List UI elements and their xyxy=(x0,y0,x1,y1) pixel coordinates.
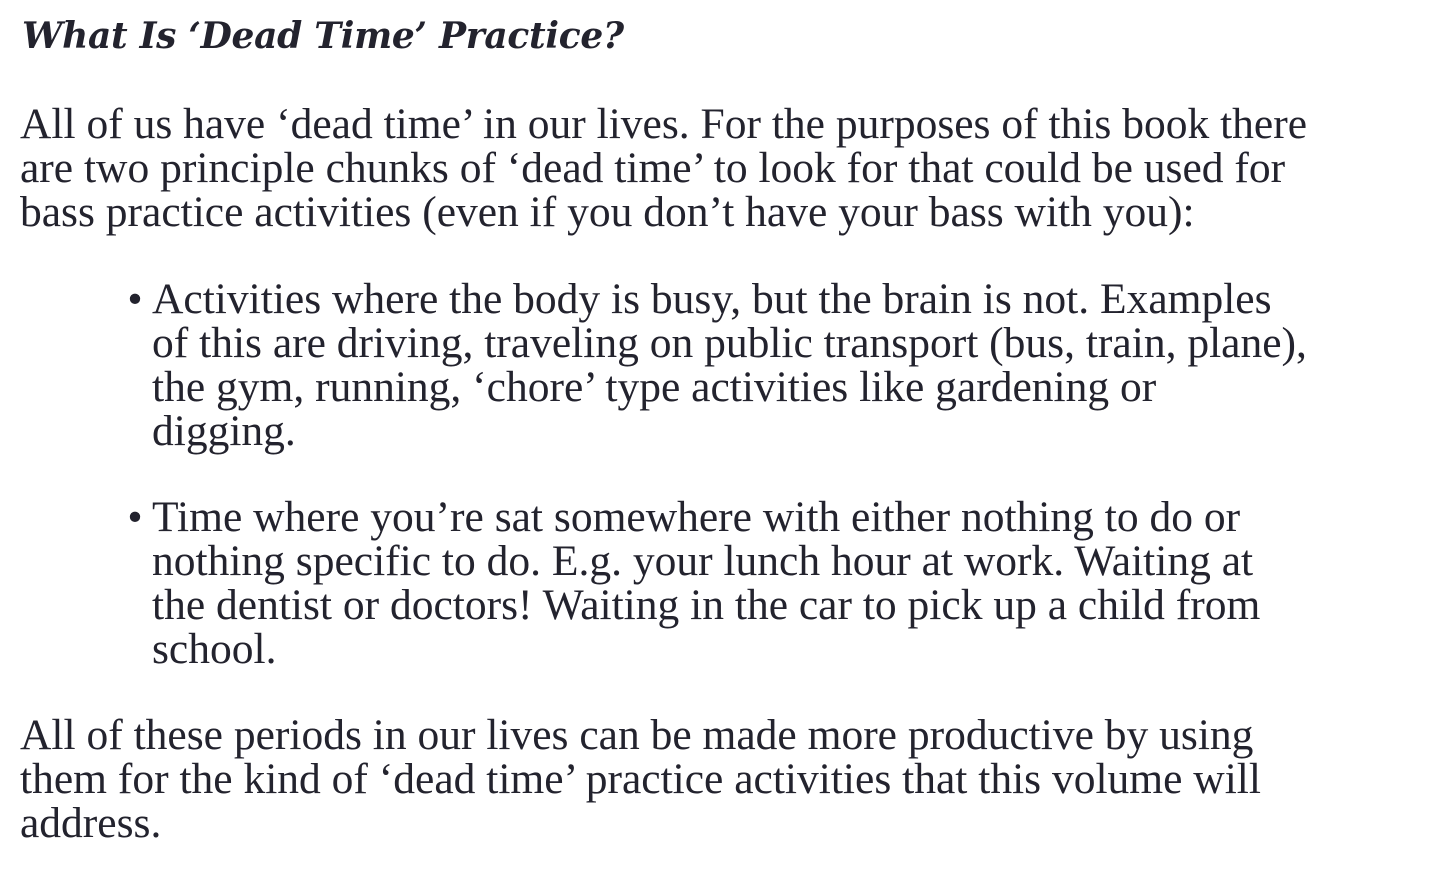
bullet-line: Activities where the body is busy, but the brain is not. Examples xyxy=(152,275,1272,323)
intro-line: bass practice activities (even if you don’t have your bass with you): xyxy=(20,188,1195,236)
intro-line: are two principle chunks of ‘dead time’ to look for that could be used for xyxy=(20,144,1286,192)
closing-line: address. xyxy=(20,799,162,847)
bullet-line: digging. xyxy=(152,407,296,455)
bullet-line: Time where you’re sat somewhere with either nothing to do or xyxy=(152,493,1241,541)
bullet-item-waiting-time xyxy=(127,493,1261,673)
closing-line: them for the kind of ‘dead time’ practice activities that this volume will xyxy=(20,755,1261,803)
bullet-line: the dentist or doctors! Waiting in the car to pick up a child from xyxy=(152,581,1261,629)
bullet-line: of this are driving, traveling on public transport (bus, train, plane), xyxy=(152,319,1307,367)
closing-paragraph xyxy=(20,713,1261,845)
bullet-line: school. xyxy=(152,625,277,673)
closing-line: All of these periods in our lives can be made more productive by using xyxy=(20,711,1254,759)
intro-paragraph xyxy=(20,102,1307,234)
bullet-marker: • xyxy=(127,493,143,541)
section-heading: What Is ‘Dead Time’ Practice? xyxy=(22,15,624,57)
bullet-marker: • xyxy=(127,275,143,323)
bullet-line: the gym, running, ‘chore’ type activities like gardening or xyxy=(152,363,1157,411)
intro-line: All of us have ‘dead time’ in our lives. For the purposes of this book there xyxy=(20,100,1308,148)
bullet-item-activities xyxy=(127,275,1307,455)
bullet-line: nothing specific to do. E.g. your lunch hour at work. Waiting at xyxy=(152,537,1254,585)
